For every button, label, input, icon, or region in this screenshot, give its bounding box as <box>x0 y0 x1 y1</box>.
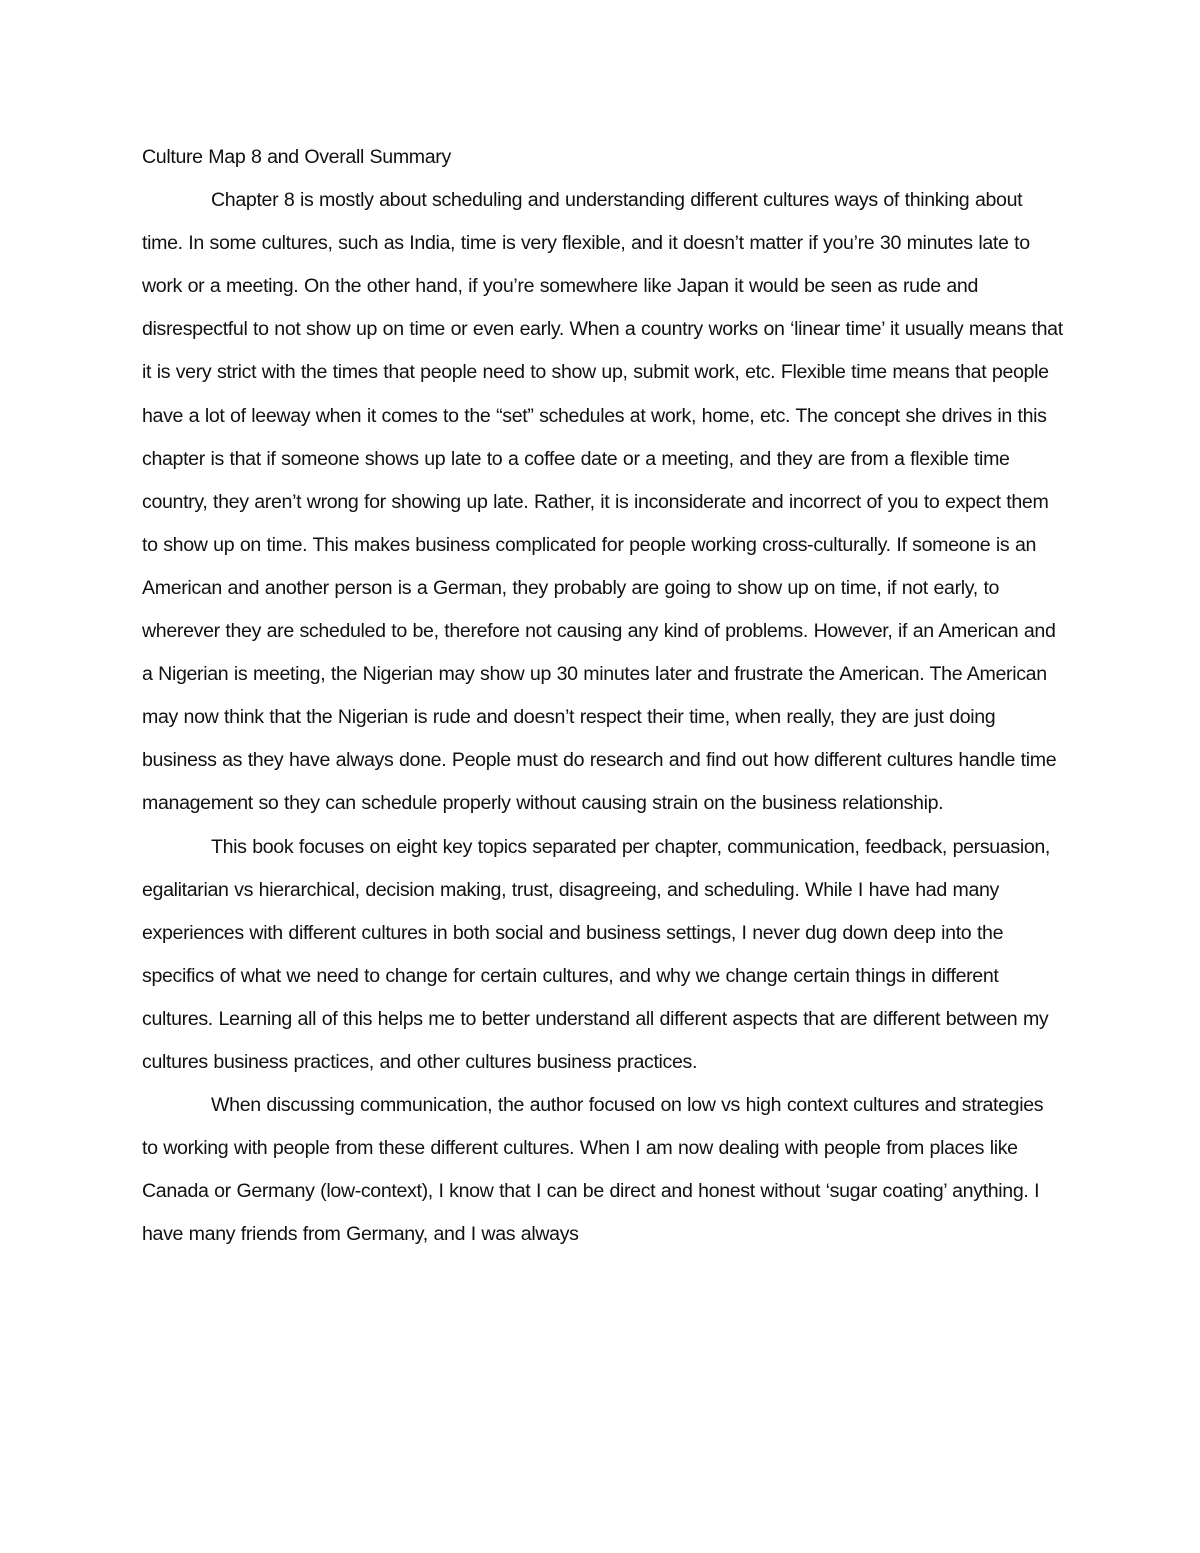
paragraph-scheduling: Chapter 8 is mostly about scheduling and understanding different cultures ways of thinking about time. In some cultures, such as India, time is very flexible, and it doesn’t matter if you’re 30 minutes late to work or a meeting. On the other hand, if you’re somewhere like Japan it would be seen as rude and disrespectful to not show up on time or even early. When a country works on ‘linear time’ it usually means that it is very strict with the times that people need to show up, submit work, etc. Flexible time means that people have a lot of leeway when it comes to the “set” schedules at work, home, etc. The concept she drives in this chapter is that if someone shows up late to a coffee date or a meeting, and they are from a flexible time country, they aren’t wrong for showing up late. Rather, it is inconsiderate and incorrect of you to expect them to show up on time. This makes business complicated for people working cross-culturally. If someone is an American and another person is a German, they probably are going to show up on time, if not early, to wherever they are scheduled to be, therefore not causing any kind of problems. However, if an American and a Nigerian is meeting, the Nigerian may show up 30 minutes later and frustrate the American. The American may now think that the Nigerian is rude and doesn’t respect their time, when really, they are just doing business as they have always done. People must do research and find out how different cultures handle time management so they can schedule properly without causing strain on the business relationship. <box>142 189 1063 815</box>
paragraph-communication: When discussing communication, the author focused on low vs high context cultures and strategies to working with people from these different cultures. When I am now dealing with people from places like Canada or Germany (low-context), I know that I can be direct and honest without ‘sugar coating’ anything. I have many friends from Germany, and I was always <box>142 1094 1044 1246</box>
document-body <box>142 136 1064 1256</box>
document-title: Culture Map 8 and Overall Summary <box>142 146 451 168</box>
paragraph-book-overview: This book focuses on eight key topics separated per chapter, communication, feedback, persuasion, egalitarian vs hierarchical, decision making, trust, disagreeing, and scheduling. While I have had many experiences with different cultures in both social and business settings, I never dug down deep into the specifics of what we need to change for certain cultures, and why we change certain things in different cultures. Learning all of this helps me to better understand all different aspects that are different between my cultures business practices, and other cultures business practices. <box>142 835 1051 1073</box>
